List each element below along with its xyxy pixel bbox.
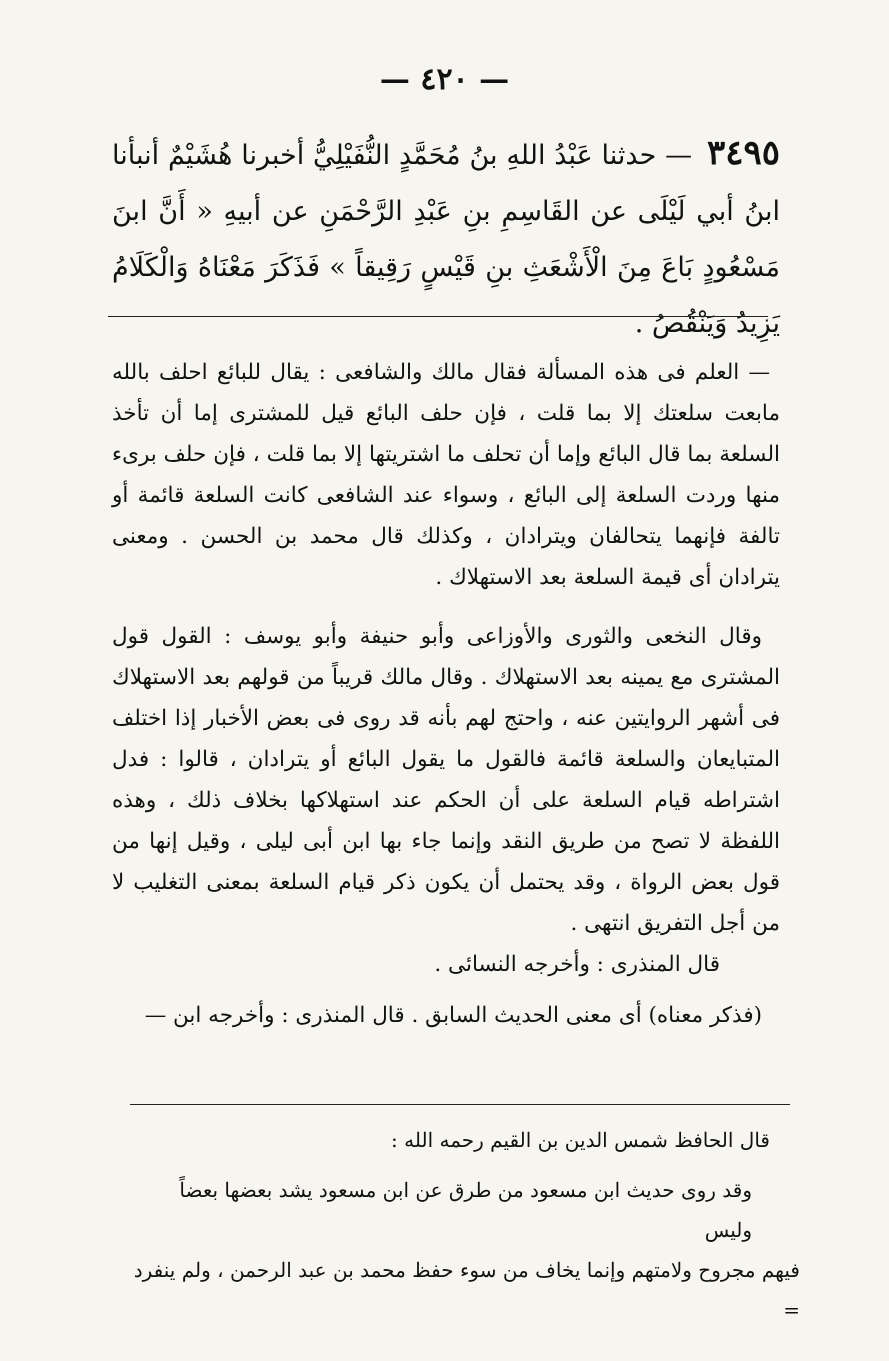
commentary-block [112, 352, 780, 1036]
commentary-note: (فذكر معناه) أى معنى الحديث السابق . قال المنذرى : وأخرجه ابن — [144, 1003, 762, 1028]
footnote-divider [130, 1104, 790, 1105]
commentary-paragraph: وقال النخعى والثورى والأوزاعى وأبو حنيفة وأبو يوسف : القول قول المشترى مع يمينه بعد الاستهلاك . وقال مالك قريباً من قولهم بعد الاستهلاك فى أشهر الروايتين عنه ، واحتج لهم بأنه قد روى فى بعض الأخبار إذا اختلف المتبايعان والسلعة قائمة فالقول ما يقول البائع أو يترادان ، قالوا : فدل اشتراطه قيام السلعة على أن الحكم عند استهلاكها بخلاف ذلك ، وهذه اللفظة لا تصح من طريق النقد وإنما جاء بها ابن أبى ليلى ، وقيل إنها من قول بعض الرواة ، وقد يحتمل أن يكون ذكر قيام السلعة بمعنى التغليب لا من أجل التفريق انتهى . [112, 624, 780, 936]
section-divider [108, 316, 768, 317]
footnote-heading: قال الحافظ شمس الدين بن القيم رحمه الله : [391, 1128, 770, 1152]
commentary-attribution: قال المنذرى : وأخرجه النسائى . [434, 952, 720, 977]
hadith-number: ٣٤٩٥ [706, 133, 780, 173]
footnote-line: وقد روى حديث ابن مسعود من طرق عن ابن مسعود يشد بعضها بعضاً وليس [179, 1178, 752, 1242]
commentary-paragraph: — العلم فى هذه المسألة فقال مالك والشافعى : يقال للبائع احلف بالله مابعت سلعتك إلا بما قلت ، فإن حلف البائع قيل للمشترى إما أن تأخذ السلعة بما قال البائع وإما أن تحلف ما اشتريتها إلا بما قلت ، فإن حلف برىء منها وردت السلعة إلى البائع ، وسواء عند الشافعى كانت السلعة قائمة أو تالفة فإنهما يتحالفان ويترادان ، وكذلك قال محمد بن الحسن . ومعنى يترادان أى قيمة السلعة بعد الاستهلاك . [112, 360, 780, 590]
hadith-text-block [112, 125, 780, 352]
footnote-line: فيهم مجروح ولامتهم وإنما يخاف من سوء حفظ محمد بن عبد الرحمن ، ولم ينفرد = [133, 1258, 800, 1322]
hadith-text: — حدثنا عَبْدُ اللهِ بنُ مُحَمَّدٍ النُّفَيْلِيُّ أخبرنا هُشَيْمٌ أنبأنا ابنُ أبي لَيْلَى عن القَاسِمِ بنِ عَبْدِ الرَّحْمَنِ عن أبيهِ « أَنَّ ابنَ مَسْعُودٍ بَاعَ مِنَ الْأَشْعَثِ بنِ قَيْسٍ رَقِيقاً » فَذَكَرَ مَعْنَاهُ وَالْكَلَامُ يَزِيدُ وَيَنْقُصُ . [112, 140, 780, 339]
page-number: — ٤٢٠ — [379, 62, 510, 97]
footnote-block [130, 1120, 800, 1330]
